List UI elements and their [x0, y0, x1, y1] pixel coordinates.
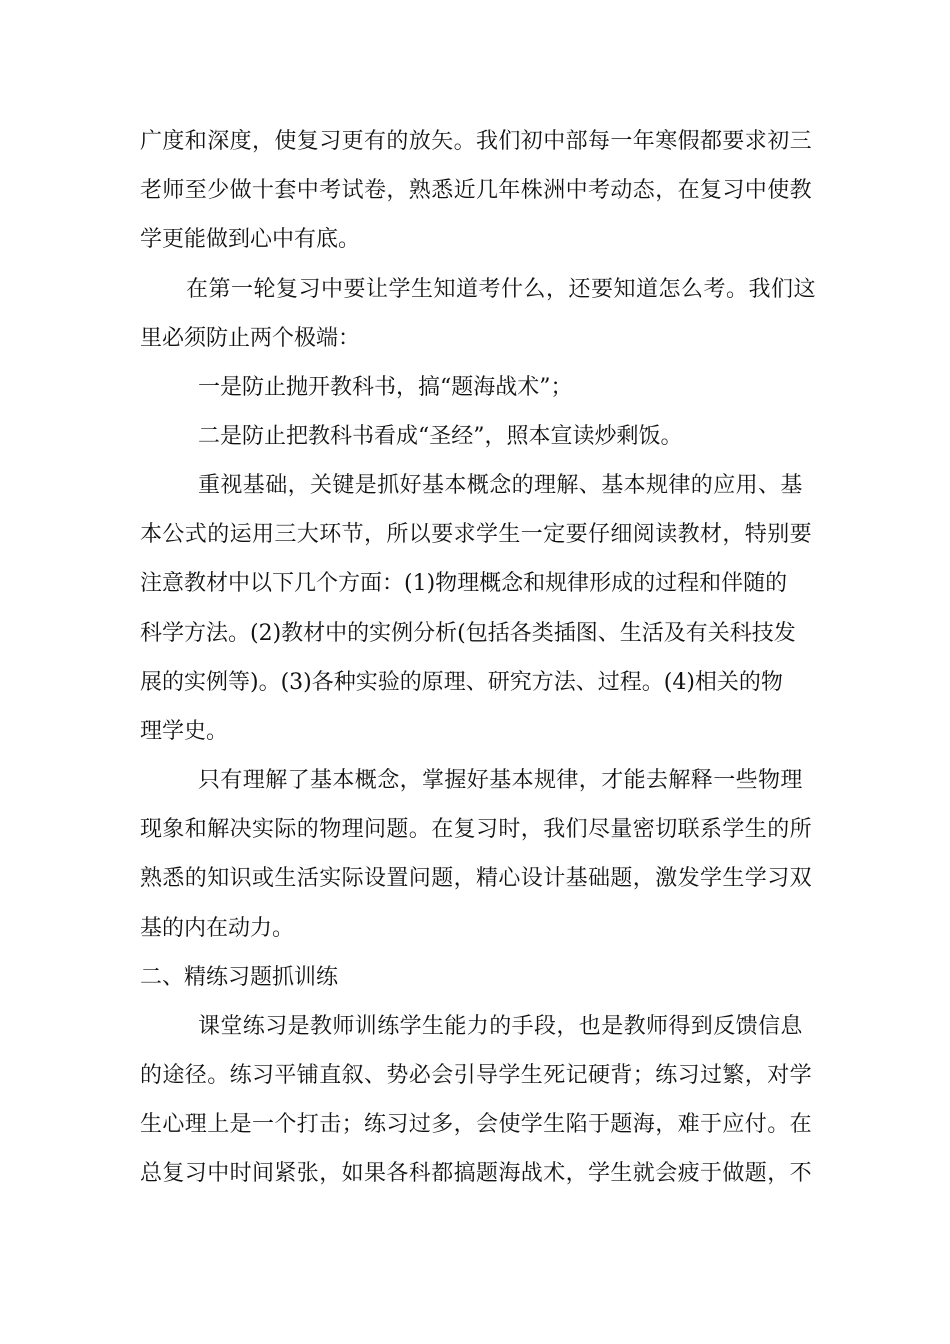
text-line: 在第一轮复习中要让学生知道考什么，还要知道怎么考。我们这: [186, 277, 817, 302]
section-heading: 二、精练习题抓训练: [140, 965, 339, 990]
text-line: 现象和解决实际的物理问题。在复习时，我们尽量密切联系学生的所: [140, 817, 813, 842]
text-line: 生心理上是一个打击；练习过多，会使学生陷于题海，难于应付。在: [140, 1112, 813, 1137]
text-line: 展的实例等)。(3)各种实验的原理、研究方法、过程。(4)相关的物: [140, 670, 783, 695]
text-line: 的途径。练习平铺直叙、势必会引导学生死记硬背；练习过繁，对学: [140, 1063, 813, 1088]
text-line: 广度和深度，使复习更有的放矢。我们初中部每一年寒假都要求初三: [140, 129, 813, 154]
text-line: 本公式的运用三大环节，所以要求学生一定要仔细阅读教材，特别要: [140, 522, 813, 547]
text-line: 理学史。: [140, 719, 229, 744]
text-line: 里必须防止两个极端：: [140, 326, 361, 351]
text-line: 学更能做到心中有底。: [140, 227, 361, 252]
text-line: 重视基础，关键是抓好基本概念的理解、基本规律的应用、基: [198, 473, 803, 498]
text-line: 科学方法。(2)教材中的实例分析(包括各类插图、生活及有关科技发: [140, 621, 796, 646]
text-line: 总复习中时间紧张，如果各科都搞题海战术，学生就会疲于做题，不: [140, 1161, 813, 1186]
text-line: 熟悉的知识或生活实际设置问题，精心设计基础题，激发学生学习双: [140, 866, 813, 891]
text-line: 只有理解了基本概念，掌握好基本规律，才能去解释一些物理: [198, 768, 803, 793]
text-line: 一是防止抛开教科书，搞“题海战术”；: [198, 375, 573, 400]
text-line: 老师至少做十套中考试卷，熟悉近几年株洲中考动态，在复习中使教: [140, 178, 813, 203]
text-line: 二是防止把教科书看成“圣经”，照本宣读炒剩饭。: [198, 424, 683, 449]
text-line: 基的内在动力。: [140, 916, 295, 941]
text-line: 课堂练习是教师训练学生能力的手段，也是教师得到反馈信息: [198, 1014, 803, 1039]
text-line: 注意教材中以下几个方面：(1)物理概念和规律形成的过程和伴随的: [140, 571, 788, 596]
